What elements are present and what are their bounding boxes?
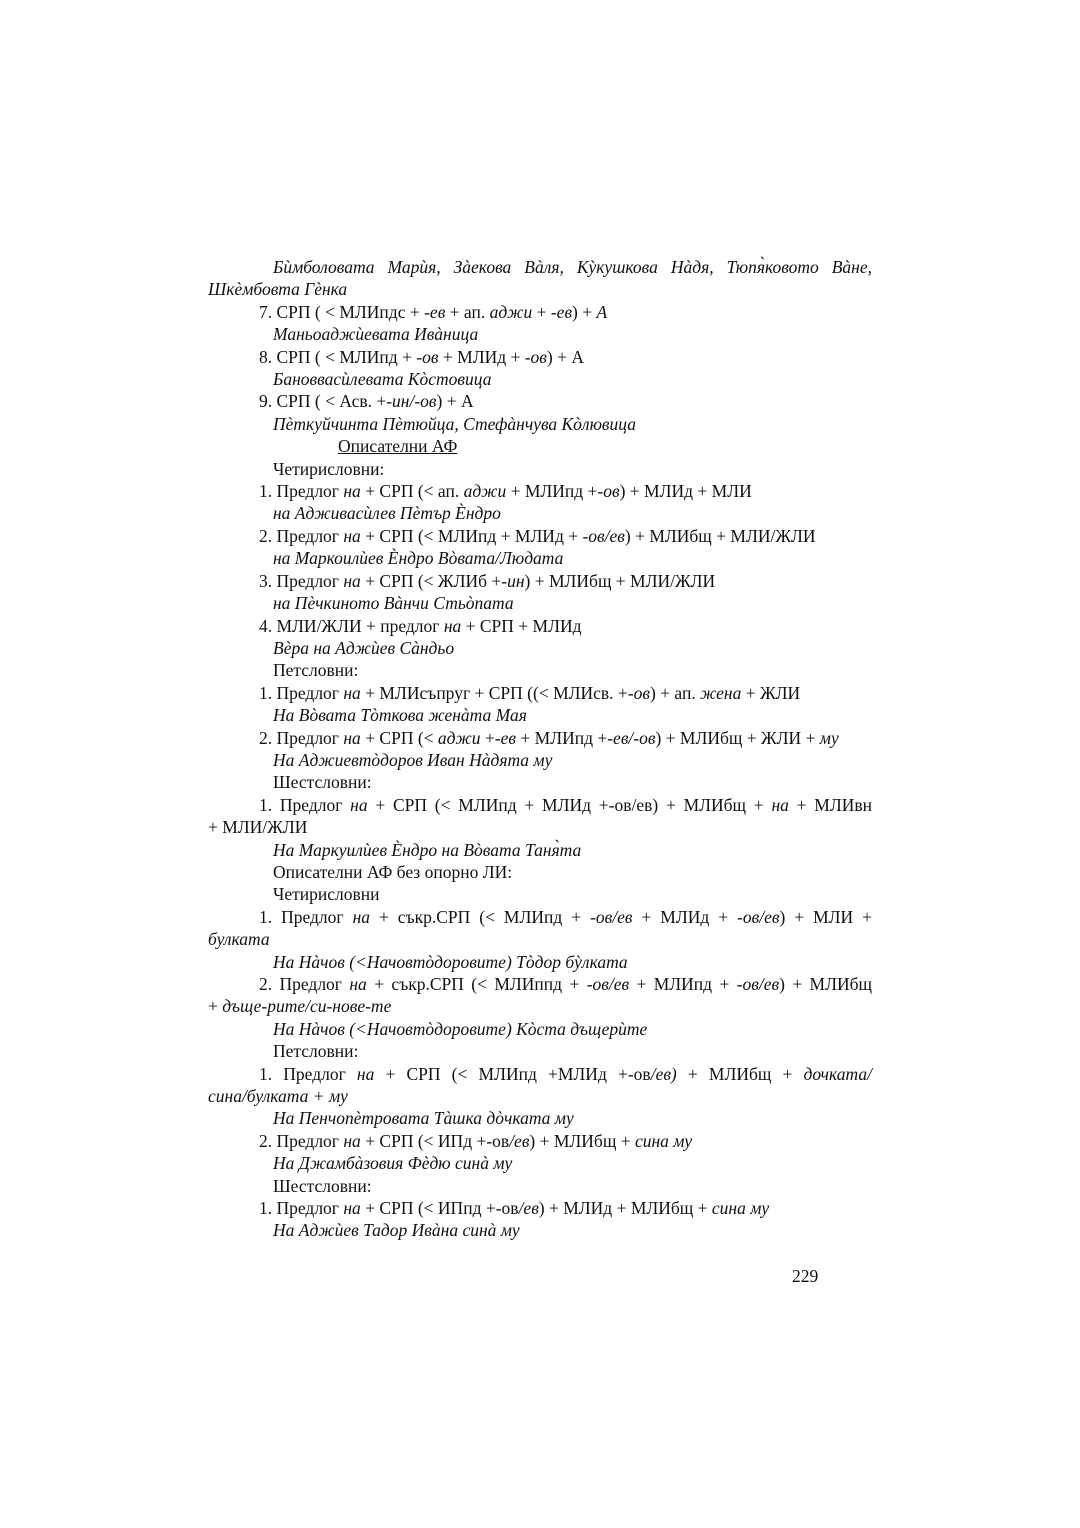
text-run: 2. Предлог: [259, 727, 344, 748]
text-line: [208, 771, 872, 793]
text-run: ) + МЛИбщ: [779, 974, 873, 994]
text-line: [208, 1219, 872, 1241]
text-run: 9. СРП ( < Асв. +-: [259, 391, 393, 412]
text-run: ов: [603, 481, 620, 502]
text-run: ) + МЛИбщ + ЖЛИ +: [655, 727, 820, 748]
text-run: -ов/ев: [582, 525, 625, 546]
text-run: булката: [208, 929, 270, 950]
text-run: -ов: [416, 346, 439, 367]
text-run: На Аджѝев Тадор Ивàна синà му: [273, 1220, 520, 1241]
text-line: [208, 951, 872, 973]
text-run: На Пенчопѐтровата Тàшка дòчката му: [273, 1108, 574, 1129]
text-run: 7. СРП ( < МЛИпдс +: [259, 301, 425, 322]
text-line: [208, 1197, 872, 1219]
text-run: дочката/: [803, 1063, 872, 1084]
text-run: /ев: [518, 1198, 539, 1219]
text-run: на: [352, 906, 370, 927]
text-run: на: [343, 727, 361, 748]
text-line: [208, 749, 872, 771]
text-run: на: [349, 974, 367, 994]
text-line: [208, 615, 872, 637]
text-run: + съкр.СРП (< МЛИпд +: [370, 906, 591, 927]
text-run: + СРП + МЛИд: [461, 615, 582, 636]
text-line: [208, 435, 872, 457]
text-run: аджи: [437, 727, 481, 748]
text-run: ) + МЛИ +: [779, 906, 872, 927]
text-line: [208, 368, 872, 390]
text-run: Петсловни:: [273, 660, 359, 681]
text-run: + МЛИд +: [438, 346, 525, 367]
text-run: на: [343, 570, 361, 591]
text-line: [208, 390, 872, 412]
text-run: дъще-рите/си-нове-те: [222, 996, 392, 1017]
text-line: [208, 973, 872, 995]
text-run: Бѝмболовата Марѝя, Зàекова Вàля, Кỳкушкова Нàдя, Тюпя̀ковото Вàне,: [273, 257, 872, 277]
text-run: -ов/ев: [736, 974, 780, 994]
text-line: [208, 1040, 872, 1062]
text-run: на Адживасѝлев Пѐтър Ѐндро: [273, 503, 501, 524]
text-run: на: [350, 794, 368, 815]
text-run: ) + МЛИд + МЛИ: [619, 481, 752, 502]
text-run: + СРП (< МЛИпд + МЛИд +-ов/ев) + МЛИбщ +: [367, 794, 772, 815]
text-line: [208, 592, 872, 614]
text-line: [208, 794, 872, 816]
text-run: Шестсловни:: [273, 1175, 372, 1196]
text-line: [208, 906, 872, 928]
text-run: + МЛИпд +-: [516, 727, 614, 748]
text-run: ) + А: [546, 346, 585, 367]
text-run: Шестсловни:: [273, 772, 372, 793]
text-line: [208, 928, 872, 950]
text-line: [208, 570, 872, 592]
text-line: [208, 1085, 872, 1107]
text-run: Шкѐмбовта Гѐнка: [208, 279, 348, 300]
text-run: + МЛИвн: [788, 794, 872, 815]
text-run: -ов: [524, 346, 547, 367]
text-run: 3. Предлог: [259, 570, 344, 591]
text-run: + МЛИсъпруг + СРП ((< МЛИсв. +-: [360, 682, 634, 703]
text-line: [208, 637, 872, 659]
text-run: +: [208, 996, 223, 1017]
text-run: Маньоаджѝевата Ивàница: [273, 324, 479, 345]
text-run: Петсловни:: [273, 1041, 359, 1062]
text-run: аджи: [463, 481, 507, 502]
text-run: ев/-ов: [613, 727, 656, 748]
text-run: 2. Предлог: [259, 974, 350, 994]
text-run: сина/булката + му: [208, 1086, 348, 1107]
text-run: ) + МЛИбщ +: [529, 1130, 635, 1151]
text-run: На Аджиевтòдоров Иван Нàдята му: [273, 749, 553, 770]
text-run: Четирисловни: [273, 884, 380, 905]
text-run: сина му: [711, 1198, 770, 1219]
text-run: -ев: [550, 301, 573, 322]
text-line: [208, 883, 872, 905]
text-run: /ев: [509, 1130, 530, 1151]
text-run: + МЛИпд +-: [506, 481, 604, 502]
text-run: ) + МЛИд + МЛИбщ +: [538, 1198, 712, 1219]
text-run: 1. Предлог: [259, 794, 351, 815]
text-line: [208, 1175, 872, 1197]
text-run: на: [343, 481, 361, 502]
text-run: на Пѐчкиното Вàнчи Стьòпата: [273, 593, 514, 614]
text-line: [208, 1018, 872, 1040]
text-run: /ев): [650, 1063, 677, 1084]
text-line: [208, 547, 872, 569]
text-run: ) + МЛИбщ + МЛИ/ЖЛИ: [624, 525, 816, 546]
text-line: [208, 346, 872, 368]
text-run: ев: [500, 727, 517, 748]
text-line: [208, 525, 872, 547]
text-run: ) + ап.: [649, 682, 701, 703]
text-run: ) + МЛИбщ + МЛИ/ЖЛИ: [524, 570, 716, 591]
text-line: [208, 1130, 872, 1152]
text-line: [208, 682, 872, 704]
text-line: [208, 839, 872, 861]
text-line: [208, 659, 872, 681]
text-line: [208, 816, 872, 838]
text-run: 1. Предлог: [259, 1063, 357, 1084]
text-run: 4. МЛИ/ЖЛИ + предлог: [259, 615, 444, 636]
text-run: 2. Предлог: [259, 1130, 344, 1151]
text-run: 2. Предлог: [259, 525, 344, 546]
text-run: На Джамбàзовия Фѐдю синà му: [273, 1153, 513, 1174]
text-run: аджи: [489, 301, 533, 322]
text-run: на: [343, 525, 361, 546]
text-run: +: [532, 301, 551, 322]
text-run: + МЛИбщ +: [676, 1063, 804, 1084]
text-line: [208, 995, 872, 1017]
text-line: [208, 1107, 872, 1129]
text-run: 1. Предлог: [259, 1198, 344, 1219]
text-run: ин: [507, 570, 525, 591]
text-run: + СРП (< МЛИпд + МЛИд +: [360, 525, 583, 546]
text-run: му: [819, 727, 839, 748]
text-run: + МЛИд +: [632, 906, 738, 927]
text-run: + СРП (< ИПд +-ов: [360, 1130, 510, 1151]
text-line: [208, 1063, 872, 1085]
text-line: [208, 256, 872, 278]
text-run: На Нàчов (<Начовтòдоровите) Тòдор бỳлката: [273, 951, 628, 972]
text-line: [208, 1152, 872, 1174]
text-line: [208, 413, 872, 435]
text-run: + ЖЛИ: [741, 682, 801, 703]
text-run: сина му: [634, 1130, 693, 1151]
text-run: 1. Предлог: [259, 481, 344, 502]
text-run: на: [356, 1063, 375, 1084]
text-run: + СРП (< МЛИпд +МЛИд +-ов: [374, 1063, 651, 1084]
text-line: [208, 861, 872, 883]
text-run: ) +: [572, 301, 597, 322]
text-run: -ов/ев: [586, 974, 630, 994]
page-number: 229: [792, 1266, 819, 1286]
text-run: ин/-ов: [392, 391, 437, 412]
text-run: + ап.: [445, 301, 490, 322]
text-run: Вѐра на Аджѝев Сàндьо: [273, 637, 455, 658]
text-line: [208, 458, 872, 480]
text-run: На Маркуилѝев Ѐндро на Вòвата Таня̀та: [273, 839, 582, 860]
text-run: на: [343, 1198, 361, 1219]
text-run: +-: [480, 727, 501, 748]
text-line: [208, 727, 872, 749]
body-text: [208, 256, 872, 1242]
text-run: + СРП (< ап.: [360, 481, 464, 502]
text-run: + СРП (< ЖЛИб +-: [360, 570, 508, 591]
text-run: -ов/ев: [737, 906, 780, 927]
text-run: На Нàчов (<Начовтòдоровите) Кòста дъщерѝте: [273, 1018, 648, 1039]
text-run: 1. Предлог: [259, 906, 353, 927]
text-run: на: [343, 682, 361, 703]
text-line: [208, 278, 872, 300]
text-run: Бановвасѝлевата Кòстовица: [273, 369, 492, 390]
text-line: [208, 480, 872, 502]
text-line: [208, 704, 872, 726]
text-line: [208, 301, 872, 323]
text-run: + СРП (<: [360, 727, 438, 748]
text-run: Пѐткуйчинта Пѐтюйца, Стефàнчува Кòлювица: [273, 413, 636, 434]
text-run: на: [443, 615, 462, 636]
text-run: Описателни АФ без опорно ЛИ:: [273, 861, 513, 882]
text-run: на: [771, 794, 789, 815]
text-run: А: [596, 301, 608, 322]
text-run: На Вòвата Тòткова женàта Мая: [273, 705, 527, 726]
text-run: жена: [700, 682, 742, 703]
text-run: + МЛИпд +: [629, 974, 737, 994]
text-run: на: [343, 1130, 361, 1151]
text-run: ) + А: [436, 391, 474, 412]
text-line: [208, 502, 872, 524]
text-run: -ов/ев: [590, 906, 633, 927]
text-run: на Маркоилѝев Ѐндро Вòвата/Людата: [273, 548, 564, 569]
text-run: Четирисловни:: [273, 458, 385, 479]
text-run: ов: [633, 682, 650, 703]
text-run: Описателни АФ: [338, 436, 458, 457]
text-run: 1. Предлог: [259, 682, 344, 703]
text-line: [208, 323, 872, 345]
text-run: 8. СРП ( < МЛИпд +: [259, 346, 417, 367]
text-run: + съкр.СРП (< МЛИппд +: [366, 974, 587, 994]
text-run: -ев: [424, 301, 446, 322]
text-run: + МЛИ/ЖЛИ: [208, 817, 308, 838]
text-run: + СРП (< ИПпд +-ов: [360, 1198, 519, 1219]
